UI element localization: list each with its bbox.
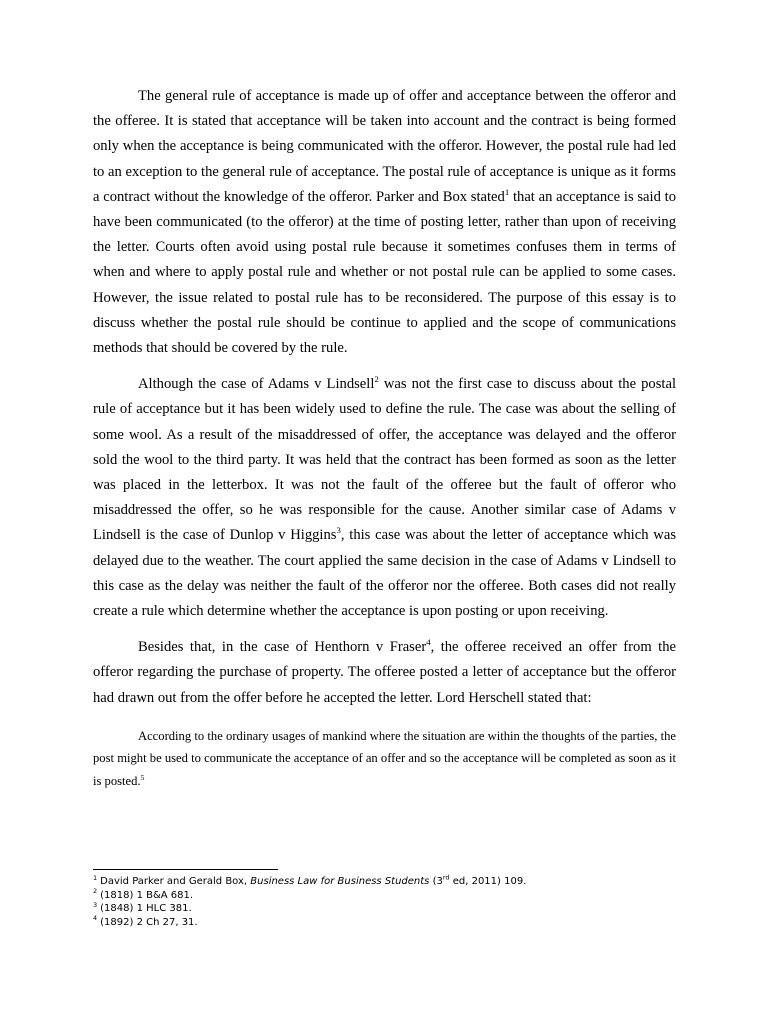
footnote-text: (1892) 2 Ch 27, 31.: [100, 916, 198, 928]
footnote-number: 3: [93, 900, 98, 909]
document-body: [93, 84, 676, 792]
paragraph-henthorn-v-fraser: [93, 635, 676, 711]
footnote-item: [93, 916, 526, 930]
paragraph-postal-rule-intro: [93, 84, 676, 361]
footnote-reference[interactable]: 3: [336, 525, 341, 536]
footnote-number: 4: [93, 914, 98, 923]
footnote-text: (1848) 1 HLC 381.: [100, 903, 192, 914]
footnote-item: [93, 889, 526, 903]
footnote-number: 1: [93, 873, 98, 882]
paragraph-text: was not the first case to discuss about the postal rule of acceptance but it has been widely used to define the rule. The case was about the selling of some wool. As a result of the misaddressed of offer, the acceptance was delayed and the offeror sold the wool to the third party. It was held that the contract has been formed as soon as the letter was placed in the letterbox. It was not the fault of the offeree but the fault of offeror who misaddressed the offer, so he was responsible for the cause. Another similar case of Adams v Lindsell is the case of Dunlop v Higgins: [93, 376, 676, 544]
footnote-item: [93, 875, 526, 889]
paragraph-adams-v-lindsell: [93, 372, 676, 624]
footnote-text: (1818) 1 B&A 681.: [100, 889, 194, 901]
block-quote: [93, 725, 676, 793]
footnote-number: 2: [93, 887, 98, 896]
quote-text: According to the ordinary usages of mankind where the situation are within the thoughts of the parties, the post might be used to communicate the acceptance of an offer and so the acceptance will be completed as soon as it is posted.: [93, 728, 676, 788]
footnote-separator: [93, 869, 278, 870]
footnote-book-title: Business Law for Business Students: [250, 876, 430, 887]
footnote-reference[interactable]: 1: [504, 186, 510, 197]
paragraph-text: The general rule of acceptance is made up of offer and acceptance between the offeror and the offeree. It is stated that acceptance will be taken into account and the contract is being formed only when the acceptance is being communicated with the offeror. However, the postal rule had led to an exception to the general rule of acceptance. The postal rule of acceptance is unique as it forms a contract without the knowledge of the offeror. Parker and Box stated: [93, 88, 676, 205]
footnote-item: [93, 902, 526, 916]
paragraph-text: Although the case of Adams v Lindsell: [138, 376, 375, 393]
paragraph-text: , this case was about the letter of acceptance which was delayed due to the weather. The court applied the same decision in the case of Adams v Lindsell to this case as the delay was neither the fault of the offeror nor the offeree. Both cases did not really create a rule which determine whether the acceptance is upon posting or upon receiving.: [93, 527, 676, 620]
footnote-text: David Parker and Gerald Box,: [100, 876, 251, 887]
paragraph-text: , the offeree received an offer from the offeror regarding the purchase of property. The offeree posted a letter of acceptance but the offeror had drawn out from the offer before he accepted the letter. Lord Herschell stated that:: [93, 639, 676, 706]
footnotes: [93, 875, 526, 929]
footnote-reference[interactable]: 2: [374, 374, 379, 385]
footnote-text: (3: [429, 876, 443, 887]
paragraph-text: Besides that, in the case of Henthorn v Fraser: [138, 639, 427, 656]
footnote-reference[interactable]: 4: [426, 637, 431, 648]
footnote-reference[interactable]: 5: [140, 772, 145, 782]
paragraph-text: that an acceptance is said to have been communicated (to the offeror) at the time of posting letter, rather than upon of receiving the letter. Courts often avoid using postal rule because it sometimes confuses them in terms of when and where to apply postal rule and whether or not postal rule can be applied to some cases. However, the issue related to postal rule has to be reconsidered. The purpose of this essay is to discuss whether the postal rule should be continue to applied and the scope of communications methods that should be covered by the rule.: [93, 188, 676, 357]
footnote-ordinal: rd: [442, 873, 450, 882]
footnote-text: ed, 2011) 109.: [449, 876, 527, 887]
